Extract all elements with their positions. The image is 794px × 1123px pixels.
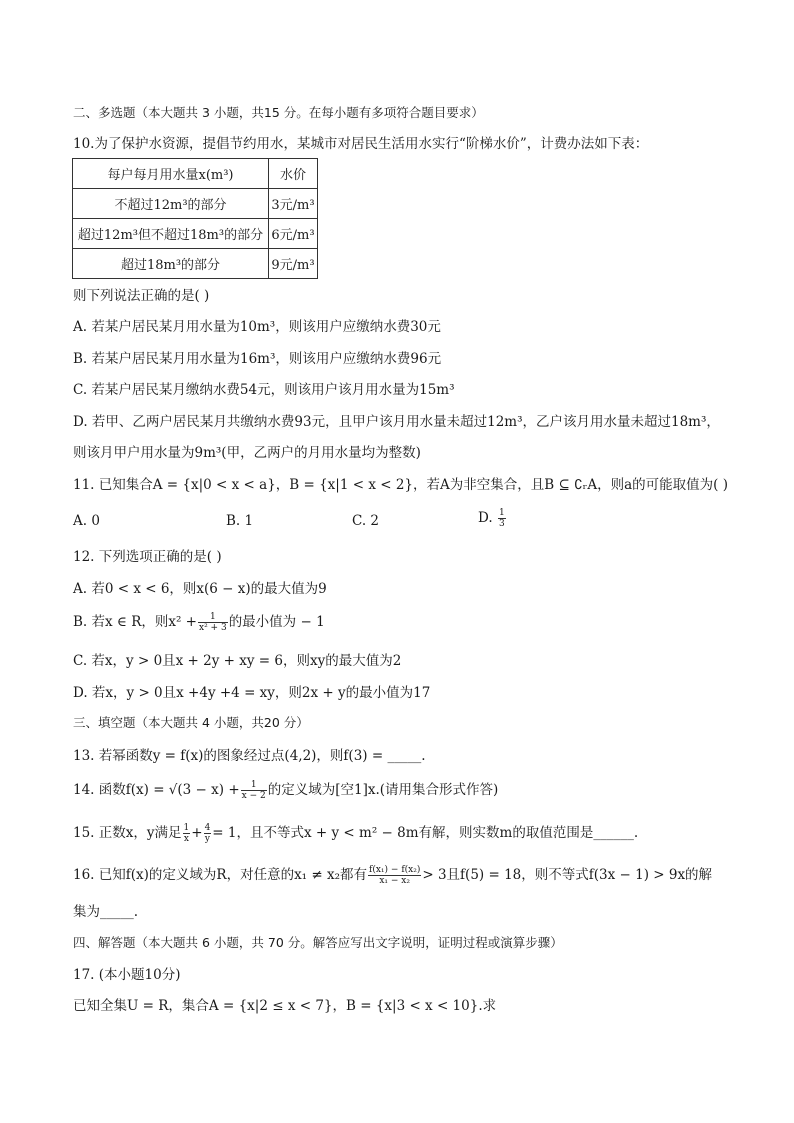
table-cell: 超过18m³的部分 — [73, 249, 269, 279]
q12-option-d: D. 若x，y > 0且x +4y +4 = xy，则2x + y的最小值为17 — [73, 685, 431, 701]
fraction-denominator: 3 — [498, 519, 505, 529]
q10-stem: 10.为了保护水资源，提倡节约用水，某城市对居民生活用水实行“阶梯水价”，计费办法如下表： — [73, 136, 649, 152]
q14-pre: 14. 函数f(x) = √(3 − x) + — [73, 782, 240, 798]
q11-stem: 11. 已知集合A = {x|0 < x < a}，B = {x|1 < x < 2}，若A为非空集合，且B ⊆ ∁ᵣA，则a的可能取值为( ) — [73, 477, 728, 493]
q12-option-b — [73, 612, 325, 633]
q10-option-a: A. 若某户居民某月用水量为10m³，则该用户应缴纳水费30元 — [73, 319, 441, 335]
q16-line1 — [73, 865, 712, 886]
q12-option-c: C. 若x，y > 0且x + 2y + xy = 6，则xy的最大值为2 — [73, 653, 402, 669]
fraction-one-third — [498, 508, 506, 529]
table-cell: 3元/m³ — [269, 189, 318, 219]
q11-option-b: B. 1 — [226, 513, 254, 529]
q12-option-b-fraction — [198, 612, 228, 633]
table-cell: 6元/m³ — [269, 219, 318, 249]
fraction-denominator: y — [204, 834, 210, 844]
q14 — [73, 780, 498, 801]
table-header-usage: 每户每月用水量x(m³) — [73, 159, 269, 189]
q11-option-d — [478, 508, 507, 529]
q12-option-a: A. 若0 < x < 6，则x(6 − x)的最大值为9 — [73, 581, 327, 597]
q15-plus: + — [191, 825, 203, 841]
q16-line2: 集为_____. — [73, 904, 139, 920]
q13: 13. 若幂函数y = f(x)的图象经过点(4,2)，则f(3) = _____. — [73, 748, 426, 764]
fraction-denominator: x − 2 — [241, 791, 266, 801]
q15-fraction-1 — [183, 823, 191, 844]
q14-fraction — [241, 780, 267, 801]
fraction-numerator: 1 — [183, 823, 190, 833]
q10-option-d-line2: 则该月甲户用水量为9m³(甲，乙两户的月用水量均为整数) — [73, 445, 421, 461]
fraction-denominator: x — [183, 834, 189, 844]
water-price-table — [72, 158, 318, 279]
fraction-numerator: 4 — [204, 823, 211, 833]
table-header-price: 水价 — [269, 159, 318, 189]
q12-option-b-post: 的最小值为 − 1 — [228, 614, 325, 630]
table-row — [73, 189, 318, 219]
q10-prompt: 则下列说法正确的是( ) — [73, 288, 210, 304]
table-cell: 不超过12m³的部分 — [73, 189, 269, 219]
q16-pre: 16. 已知f(x)的定义域为R，对任意的x₁ ≠ x₂都有 — [73, 867, 368, 883]
q17-title: 17. (本小题10分) — [73, 967, 181, 983]
section-4-heading: 四、解答题（本大题共 6 小题，共 70 分。解答应写出文字说明，证明过程或演算步骤） — [73, 935, 563, 950]
q15-post: = 1，且不等式x + y < m² − 8m有解，则实数m的取值范围是______. — [212, 825, 639, 841]
fraction-numerator: f(x₁) − f(x₂) — [369, 865, 421, 875]
fraction-numerator: 1 — [241, 780, 267, 791]
section-2-heading: 二、多选题（本大题共 3 小题，共15 分。在每小题有多项符合题目要求） — [73, 105, 484, 120]
table-row — [73, 219, 318, 249]
q11-option-c: C. 2 — [352, 513, 380, 529]
q16-fraction — [368, 865, 421, 886]
q10-option-c: C. 若某户居民某月缴纳水费54元，则该用户该月用水量为15m³ — [73, 382, 455, 398]
table-row — [73, 249, 318, 279]
q11-option-d-label: D. — [478, 510, 493, 526]
fraction-denominator: x₁ − x₂ — [379, 876, 410, 886]
q11-option-a: A. 0 — [73, 513, 100, 529]
section-3-heading: 三、填空题（本大题共 4 小题，共20 分） — [73, 715, 309, 730]
q14-post: 的定义域为[空1]x.(请用集合形式作答) — [267, 782, 499, 798]
q15 — [73, 823, 638, 844]
q10-option-d-line1: D. 若甲、乙两户居民某月共缴纳水费93元，且甲户该月用水量未超过12m³，乙户该月用水量未超过18m³， — [73, 414, 720, 430]
q16-post: > 3且f(5) = 18，则不等式f(3x − 1) > 9x的解 — [422, 867, 713, 883]
q17-stem: 已知全集U = R，集合A = {x|2 ≤ x < 7}，B = {x|3 < x < 10}.求 — [73, 998, 497, 1014]
fraction-denominator: x² + 3 — [199, 623, 227, 633]
q12-option-b-pre: B. 若x ∈ R，则x² + — [73, 614, 197, 630]
q10-option-b: B. 若某户居民某月用水量为16m³，则该用户应缴纳水费96元 — [73, 351, 442, 367]
q12-stem: 12. 下列选项正确的是( ) — [73, 549, 222, 565]
table-header-row — [73, 159, 318, 189]
q15-pre: 15. 正数x，y满足 — [73, 825, 182, 841]
table-cell: 9元/m³ — [269, 249, 318, 279]
fraction-numerator: 1 — [498, 508, 505, 518]
fraction-numerator: 1 — [198, 612, 228, 623]
table-cell: 超过12m³但不超过18m³的部分 — [73, 219, 269, 249]
q15-fraction-2 — [204, 823, 212, 844]
